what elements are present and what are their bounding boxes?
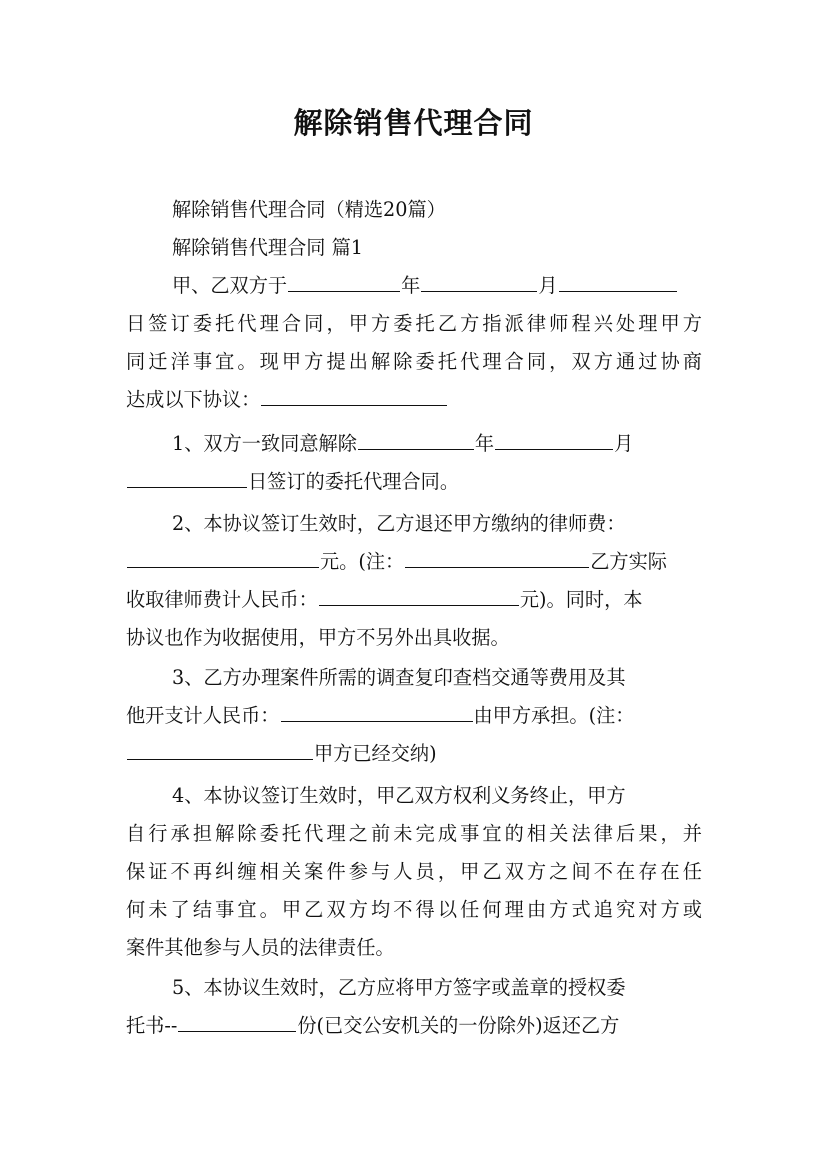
fill-blank xyxy=(261,387,447,406)
text-segment: 托书-- xyxy=(126,1014,178,1037)
paragraph-2-line-2 xyxy=(126,544,702,580)
paragraph-3-line-2 xyxy=(126,698,702,734)
text-segment: 月 xyxy=(538,274,558,297)
text-segment: 日签订的委托代理合同。 xyxy=(248,470,460,493)
text-segment: 份(已交公安机关的一份除外)返还乙方 xyxy=(297,1014,620,1037)
fill-blank xyxy=(127,741,313,760)
text-segment: 年 xyxy=(401,274,421,297)
section-heading: 解除销售代理合同 篇1 xyxy=(172,236,363,259)
paragraph-0-line-2: 日签订委托代理合同，甲方委托乙方指派律师程兴处理甲方 xyxy=(126,312,702,335)
paragraph-5-line-2 xyxy=(126,1008,702,1044)
text-segment: 收取律师费计人民币： xyxy=(126,588,318,611)
paragraph-1-line-2 xyxy=(126,464,702,500)
paragraph-3-line-1: 3、乙方办理案件所需的调查复印查档交通等费用及其 xyxy=(172,666,626,689)
fill-blank xyxy=(559,273,677,292)
paragraph-0-line-1 xyxy=(172,268,702,304)
document-title: 解除销售代理合同 xyxy=(293,106,534,140)
fill-blank xyxy=(358,431,474,450)
fill-blank xyxy=(127,549,319,568)
paragraph-2-line-3 xyxy=(126,582,702,618)
paragraph-3-line-3 xyxy=(126,736,702,772)
text-segment: 月 xyxy=(614,432,634,455)
text-segment: 甲、乙双方于 xyxy=(172,274,288,297)
text-segment: 年 xyxy=(474,432,495,455)
paragraph-4-line-4: 何未了结事宜。甲乙双方均不得以任何理由方式追究对方或 xyxy=(126,898,702,921)
fill-blank xyxy=(421,273,537,292)
text-segment: 元)。同时，本 xyxy=(519,588,643,611)
document-subtitle: 解除销售代理合同（精选20篇） xyxy=(172,198,446,221)
text-segment: 达成以下协议： xyxy=(126,388,261,411)
text-segment: 1、双方一致同意解除 xyxy=(172,432,357,455)
fill-blank xyxy=(405,549,589,568)
paragraph-0-line-3: 同迁洋事宜。现甲方提出解除委托代理合同，双方通过协商 xyxy=(126,350,702,373)
paragraph-4-line-5: 案件其他参与人员的法律责任。 xyxy=(126,936,395,959)
text-segment: 他开支计人民币： xyxy=(126,704,280,727)
fill-blank xyxy=(281,703,473,722)
paragraph-2-line-1: 2、本协议签订生效时，乙方退还甲方缴纳的律师费： xyxy=(172,512,626,535)
fill-blank xyxy=(178,1013,296,1032)
paragraph-4-line-3: 保证不再纠缠相关案件参与人员，甲乙双方之间不在存在任 xyxy=(126,860,702,883)
paragraph-0-line-4 xyxy=(126,382,702,418)
text-segment: 乙方实际 xyxy=(590,550,667,573)
paragraph-2-line-4: 协议也作为收据使用，甲方不另外出具收据。 xyxy=(126,626,510,649)
paragraph-4-line-1: 4、本协议签订生效时，甲乙双方权利义务终止，甲方 xyxy=(172,784,626,807)
fill-blank xyxy=(288,273,400,292)
fill-blank xyxy=(319,587,519,606)
text-segment: 元。(注： xyxy=(320,550,405,573)
paragraph-5-line-1: 5、本协议生效时，乙方应将甲方签字或盖章的授权委 xyxy=(172,976,626,999)
paragraph-1-line-1 xyxy=(172,426,702,462)
text-segment: 甲方已经交纳) xyxy=(314,742,437,765)
fill-blank xyxy=(495,431,613,450)
text-segment: 由甲方承担。(注： xyxy=(473,704,635,727)
fill-blank xyxy=(127,469,247,488)
paragraph-4-line-2: 自行承担解除委托代理之前未完成事宜的相关法律后果，并 xyxy=(126,822,702,845)
